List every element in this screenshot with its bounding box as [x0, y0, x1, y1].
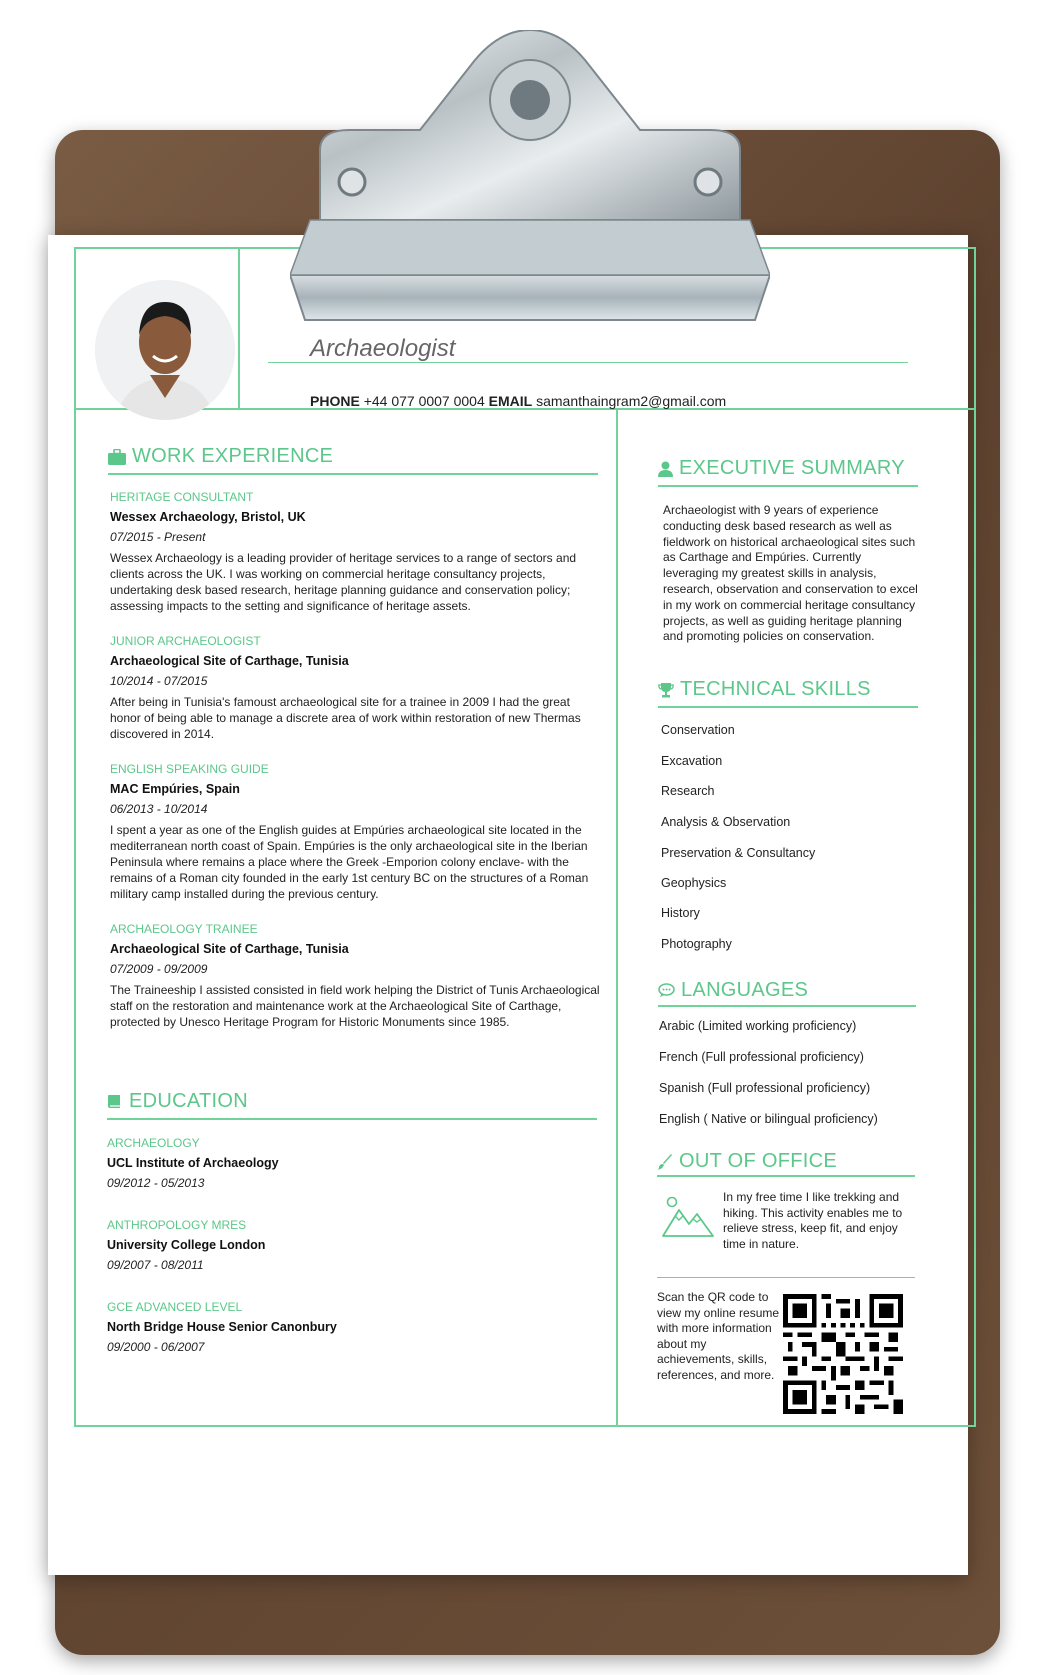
job-desc: After being in Tunisia's famoust archaeological site for a trainee in 2009 I had the great honor of being able to manage a discrete area of work within restoration of new Thermas discovered in 2014. [110, 695, 581, 741]
skill-item: Excavation [661, 754, 723, 768]
job-org: Wessex Archaeology, Bristol, UK [110, 510, 306, 524]
education-dates: 09/2012 - 05/2013 [107, 1176, 205, 1190]
email-value: samanthaingram2@gmail.com [536, 393, 727, 409]
clipboard-clip [290, 30, 770, 370]
executive-summary-text: Archaeologist with 9 years of experience conducting desk based research as well as fieldwork on historical archaeological sites such as Carthage and Empúries. Currently leveraging my greatest skills in analysis, research, observation and conservation to excel in my work on commercial heritage consultancy projects, as well as guiding heritage planning and promoting policies on conservation. [663, 503, 918, 644]
contact-line [310, 393, 726, 409]
mountain-icon [661, 1196, 715, 1238]
qr-divider [657, 1277, 915, 1278]
job-entry [110, 490, 600, 614]
language-item: Arabic (Limited working proficiency) [659, 1019, 857, 1033]
education-org: UCL Institute of Archaeology [107, 1156, 279, 1170]
job-title: Archaeologist [310, 335, 456, 362]
book-icon [107, 1094, 123, 1110]
work-experience-rule [108, 473, 598, 475]
education-rule [107, 1118, 597, 1120]
education-title: ARCHAEOLOGY [107, 1136, 200, 1150]
job-desc: The Traineeship I assisted consisted in field work helping the District of Tunis Archaeological staff on the restoration and maintenance work at the Archaeological Site of Carthage, protected by Unesco Heritage Program for Historic Monuments since 1985. [110, 983, 600, 1029]
job-dates: 10/2014 - 07/2015 [110, 674, 208, 688]
user-icon [658, 461, 673, 477]
skill-item: Research [661, 784, 715, 798]
languages-rule [658, 1005, 916, 1007]
work-experience-title: WORK EXPERIENCE [132, 445, 334, 467]
out-of-office-heading [657, 1150, 837, 1173]
phone-value: +44 077 0007 0004 [363, 393, 485, 409]
job-org: MAC Empúries, Spain [110, 782, 240, 796]
technical-skills-title: TECHNICAL SKILLS [680, 678, 871, 700]
job-dates: 07/2015 - Present [110, 530, 206, 544]
job-entry [110, 762, 600, 902]
education-entry [107, 1300, 597, 1354]
executive-summary-heading [658, 457, 905, 480]
job-org: Archaeological Site of Carthage, Tunisia [110, 942, 349, 956]
briefcase-icon [108, 449, 126, 465]
qr-description: Scan the QR code to view my online resume with more information about my achievements, skills, references, and more. [657, 1290, 780, 1382]
speech-bubble-icon [658, 983, 675, 998]
executive-summary-title: EXECUTIVE SUMMARY [679, 457, 905, 479]
education-dates: 09/2007 - 08/2011 [107, 1258, 204, 1272]
work-experience-heading [108, 445, 333, 468]
technical-skills-heading [658, 678, 871, 701]
education-heading [107, 1090, 248, 1113]
job-desc: Wessex Archaeology is a leading provider of heritage services to a range of sectors and clients across the UK. I was working on commercial heritage consultancy projects, undertaking desk based research, heritage planning guidance and conservation policy; assessing impacts to the setting and significance of heritage assets. [110, 551, 577, 613]
trophy-icon [658, 682, 674, 698]
job-title: HERITAGE CONSULTANT [110, 490, 254, 504]
technical-skills-rule [658, 706, 918, 708]
language-item: French (Full professional proficiency) [659, 1050, 864, 1064]
skill-item: History [661, 906, 700, 920]
language-item: English ( Native or bilingual proficiency) [659, 1112, 878, 1126]
phone-label: PHONE [310, 393, 360, 409]
education-entry [107, 1136, 597, 1190]
email-label: EMAIL [488, 393, 533, 409]
brush-icon [657, 1154, 673, 1170]
education-org: North Bridge House Senior Canonbury [107, 1320, 337, 1334]
job-entry [110, 634, 600, 742]
skill-item: Conservation [661, 723, 735, 737]
languages-heading [658, 979, 808, 1002]
avatar [95, 280, 235, 420]
education-entry [107, 1218, 597, 1272]
education-title: EDUCATION [129, 1090, 248, 1112]
out-of-office-title: OUT OF OFFICE [679, 1150, 837, 1172]
languages-title: LANGUAGES [681, 979, 809, 1001]
job-title: ENGLISH SPEAKING GUIDE [110, 762, 269, 776]
education-title: GCE ADVANCED LEVEL [107, 1300, 243, 1314]
job-title: ARCHAEOLOGY TRAINEE [110, 922, 258, 936]
education-org: University College London [107, 1238, 266, 1252]
skill-item: Analysis & Observation [661, 815, 791, 829]
column-divider [616, 408, 618, 1427]
qr-code[interactable] [783, 1294, 903, 1414]
language-item: Spanish (Full professional proficiency) [659, 1081, 871, 1095]
skill-item: Preservation & Consultancy [661, 846, 816, 860]
header-divider [238, 247, 240, 410]
job-entry [110, 922, 600, 1030]
job-dates: 07/2009 - 09/2009 [110, 962, 208, 976]
out-of-office-text: In my free time I like trekking and hiking. This activity enables me to relieve stress, keep fit, and enjoy time in nature. [723, 1190, 903, 1251]
job-title: JUNIOR ARCHAEOLOGIST [110, 634, 261, 648]
job-desc: I spent a year as one of the English guides at Empúries archaeological site located in the mediterranean north coast of Spain. Empúries is the only archaeological site in the Iberian Peninsula where remains a place where the Greek -Emporion colony enclave- with the remains of a Roman city founded in the early 1st century BC on the structures of a Roman military camp installed during the previous century. [110, 823, 589, 901]
education-title: ANTHROPOLOGY MRES [107, 1218, 247, 1232]
job-org: Archaeological Site of Carthage, Tunisia [110, 654, 349, 668]
skill-item: Photography [661, 937, 732, 951]
executive-summary-rule [658, 485, 918, 487]
out-of-office-rule [657, 1175, 915, 1177]
job-dates: 06/2013 - 10/2014 [110, 802, 208, 816]
skill-item: Geophysics [661, 876, 727, 890]
education-dates: 09/2000 - 06/2007 [107, 1340, 205, 1354]
